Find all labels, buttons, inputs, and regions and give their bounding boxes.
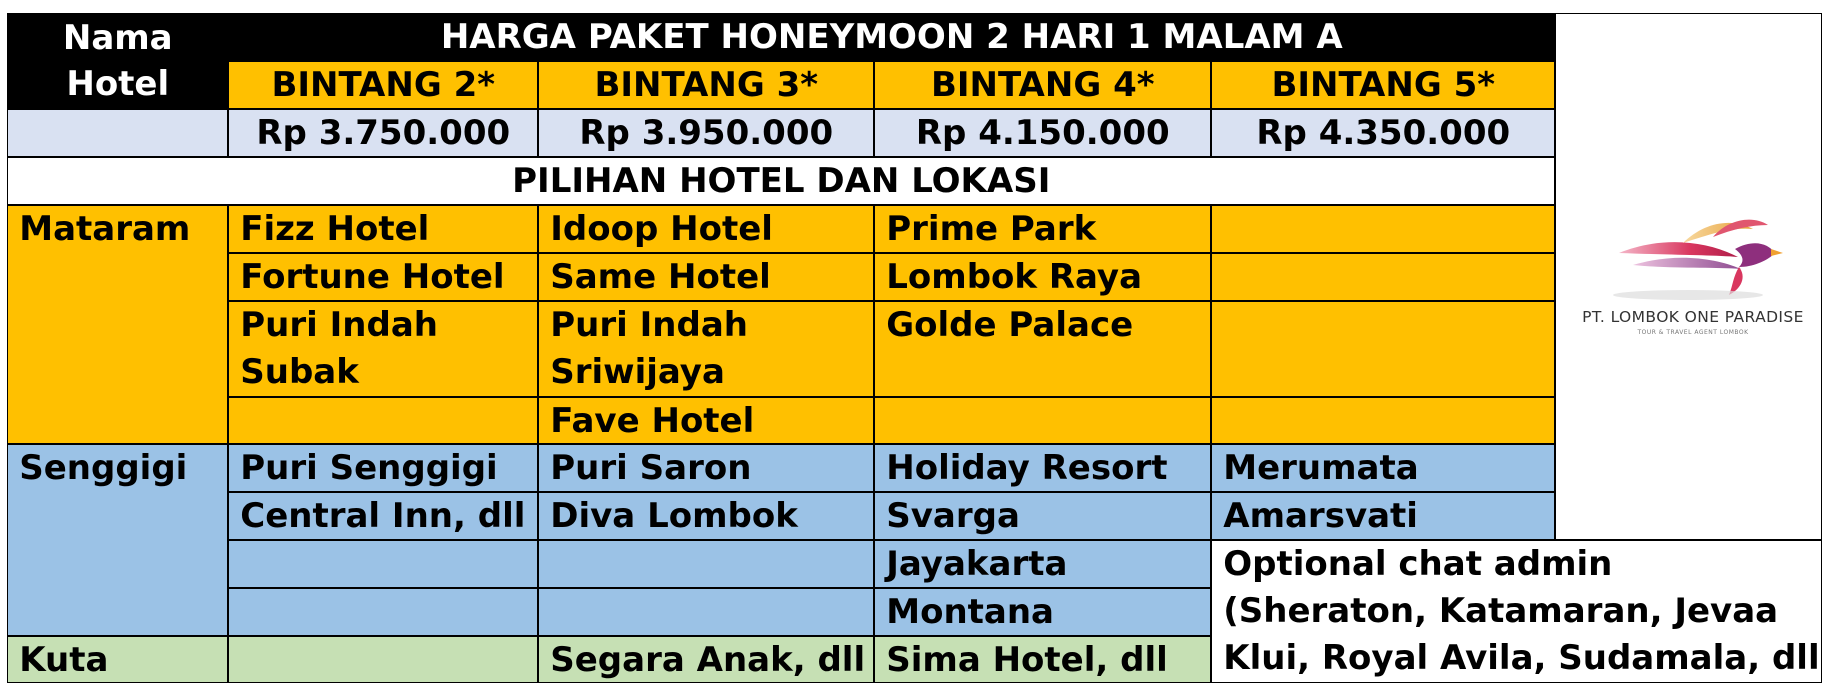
star-header-3: BINTANG 3* xyxy=(538,61,874,109)
hotel-cell: Amarsvati xyxy=(1211,492,1555,540)
hotel-cell: Fortune Hotel xyxy=(228,253,538,301)
price-bintang-4: Rp 4.150.000 xyxy=(874,109,1211,157)
hotel-cell: Puri Indah Subak xyxy=(228,301,538,397)
star-header-5: BINTANG 5* xyxy=(1211,61,1555,109)
location-kuta: Kuta xyxy=(7,636,228,683)
price-table xyxy=(8,14,1823,684)
empty-cell xyxy=(1211,397,1555,444)
hotel-cell: Diva Lombok xyxy=(538,492,874,540)
hotel-cell: Golde Palace xyxy=(874,301,1211,397)
hotel-cell: Sima Hotel, dll xyxy=(874,636,1211,683)
hotel-cell: Central Inn, dll xyxy=(228,492,538,540)
company-name: PT. LOMBOK ONE PARADISE xyxy=(1582,308,1804,326)
hotel-cell: Merumata xyxy=(1211,444,1555,492)
empty-cell xyxy=(874,397,1211,444)
empty-cell xyxy=(228,636,538,683)
hotel-cell: Holiday Resort xyxy=(874,444,1211,492)
hotel-cell: Lombok Raya xyxy=(874,253,1211,301)
hotel-cell: Montana xyxy=(874,588,1211,636)
bird-logo-icon xyxy=(1563,209,1823,309)
price-row-label xyxy=(7,109,228,157)
hotel-cell: Puri Saron xyxy=(538,444,874,492)
hotel-cell: Prime Park xyxy=(874,205,1211,253)
empty-cell xyxy=(228,588,538,636)
price-bintang-5: Rp 4.350.000 xyxy=(1211,109,1555,157)
hotel-cell: Jayakarta xyxy=(874,540,1211,588)
hotel-cell: Idoop Hotel xyxy=(538,205,874,253)
price-bintang-3: Rp 3.950.000 xyxy=(538,109,874,157)
empty-cell xyxy=(228,397,538,444)
hotel-cell: Same Hotel xyxy=(538,253,874,301)
hotel-cell: Fizz Hotel xyxy=(228,205,538,253)
empty-cell xyxy=(1211,253,1555,301)
empty-cell xyxy=(538,588,874,636)
hotel-cell: Svarga xyxy=(874,492,1211,540)
star-header-4: BINTANG 4* xyxy=(874,61,1211,109)
empty-cell xyxy=(228,540,538,588)
nama-hotel-header: Nama Hotel xyxy=(7,13,228,109)
location-mataram: Mataram xyxy=(7,205,228,444)
location-senggigi: Senggigi xyxy=(7,444,228,636)
company-tagline: TOUR & TRAVEL AGENT LOMBOK xyxy=(1637,329,1749,336)
company-logo xyxy=(1563,209,1823,359)
hotel-cell: Segara Anak, dll xyxy=(538,636,874,683)
price-bintang-2: Rp 3.750.000 xyxy=(228,109,538,157)
section-title: PILIHAN HOTEL DAN LOKASI xyxy=(7,157,1555,205)
hotel-cell: Fave Hotel xyxy=(538,397,874,444)
hotel-cell: Puri Indah Sriwijaya xyxy=(538,301,874,397)
empty-cell xyxy=(1211,301,1555,397)
star-header-2: BINTANG 2* xyxy=(228,61,538,109)
package-title: HARGA PAKET HONEYMOON 2 HARI 1 MALAM A xyxy=(228,13,1555,61)
optional-note: Optional chat admin (Sheraton, Katamaran, Jevaa Klui, Royal Avila, Sudamala, dll xyxy=(1211,540,1822,683)
hotel-cell: Puri Senggigi xyxy=(228,444,538,492)
empty-cell xyxy=(538,540,874,588)
empty-cell xyxy=(1211,205,1555,253)
